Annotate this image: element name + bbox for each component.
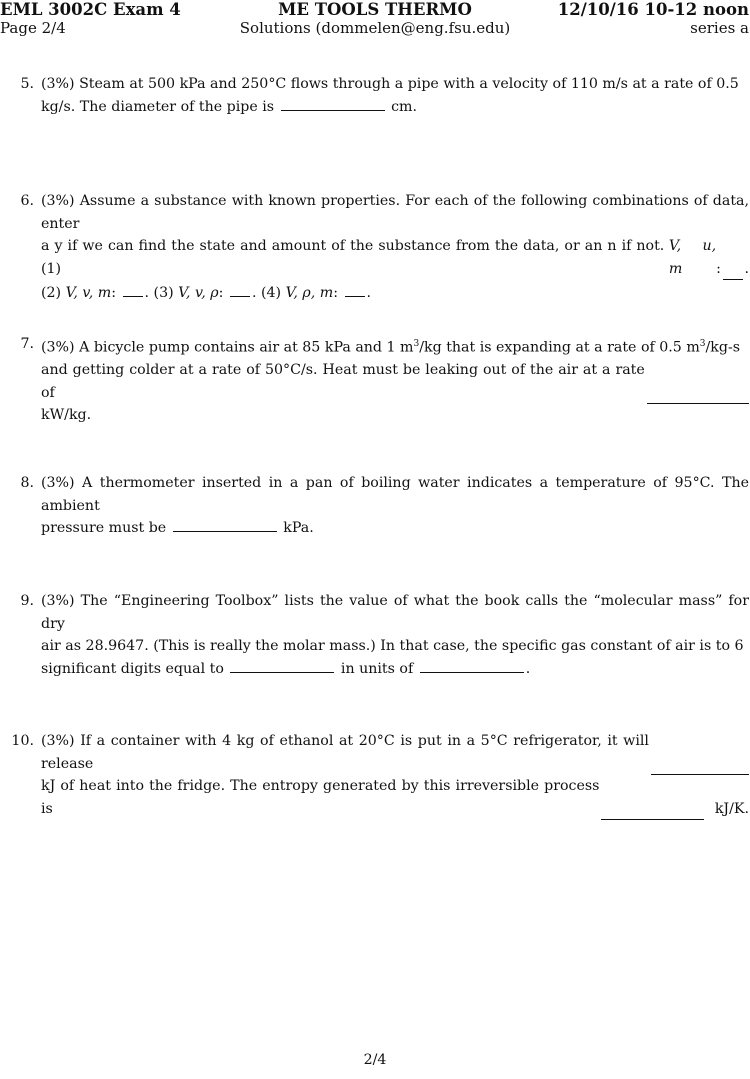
unit-label: kJ/K. (714, 800, 749, 817)
answer-blank[interactable] (647, 389, 749, 404)
question-number: 6. (20, 193, 34, 209)
answer-blank[interactable] (281, 96, 385, 111)
question-number: 9. (20, 593, 34, 609)
answer-blank-3[interactable] (230, 282, 250, 297)
question-text: (3%) Assume a substance with known properties. For each of the following combinations of data, enter (41, 193, 749, 232)
series-label: series a (690, 19, 749, 37)
combo-3-number: (3) (153, 285, 174, 301)
question-text: (3%) The “Engineering Toolbox” lists the value of what the book calls the “molecular mass” for dry (41, 593, 749, 632)
question-text: a y if we can find the state and amount of the substance from the data, or an n if not. (1) (41, 238, 665, 277)
answer-blank-value[interactable] (230, 658, 334, 673)
question-text: (3%) Steam at 500 kPa and 250°C flows through a pipe with a velocity of 110 m/s at a rate of 0.5 (41, 76, 739, 92)
question-number: 8. (20, 475, 34, 491)
question-number: 5. (20, 76, 34, 92)
question-text: and getting colder at a rate of 50°C/s. Heat must be leaking out of the air at a rate of (41, 362, 645, 401)
question-5 (0, 73, 750, 118)
question-text: (3%) If a container with 4 kg of ethanol at 20°C is put in a 5°C refrigerator, it will release (41, 733, 649, 772)
question-text: kJ of heat into the fridge. The entropy generated by this irreversible process is (41, 778, 600, 817)
period: . (525, 660, 531, 677)
answer-blank-1[interactable] (723, 265, 743, 280)
answer-blank-units[interactable] (420, 658, 524, 673)
question-text: air as 28.9647. (This is really the molar mass.) In that case, the specific gas constant of air is to 6 (41, 638, 744, 654)
question-text: pressure must be (41, 520, 167, 536)
combo-2-number: (2) (41, 285, 62, 301)
question-text: (3%) A bicycle pump contains air at 85 kPa and 1 m (41, 339, 414, 356)
question-6: 6. (3%) Assume a substance with known properties. For each of the following combinations of data, enter a y if we can find the state and amount of the substance from the data, or an n if not. (1) V, u, m : . (2) V, v, m: . (3) V, v, ρ: . (4) V, ρ, m: . (0, 190, 750, 305)
exam-date: 12/10/16 10-12 noon (557, 0, 749, 19)
unit-label: kPa. (283, 520, 314, 536)
combo-4-number: (4) (260, 285, 282, 301)
header-top-row (0, 0, 750, 20)
question-text: /kg-s (705, 339, 741, 356)
question-text: kg/s. The diameter of the pipe is (41, 98, 275, 115)
unit-label: cm. (391, 98, 418, 115)
answer-blank-entropy[interactable] (601, 805, 703, 820)
combo-1: V, u, m (668, 238, 717, 277)
question-number: 10. (11, 733, 34, 749)
answer-blank-heat[interactable] (651, 760, 749, 775)
solutions-contact: Solutions (dommelen@eng.fsu.edu) (239, 19, 511, 37)
exam-title: ME TOOLS THERMO (278, 0, 472, 19)
answer-blank-4[interactable] (345, 282, 365, 297)
answer-blank[interactable] (173, 517, 277, 532)
combo-2: V, v, m (65, 285, 112, 301)
page-number-footer: 2/4 (363, 1052, 387, 1068)
question-text: significant digits equal to (41, 660, 224, 677)
course-code: EML 3002C Exam 4 (0, 0, 181, 19)
question-text: in units of (340, 660, 414, 677)
header-sub-row (0, 19, 750, 39)
question-10 (0, 730, 750, 820)
question-8 (0, 472, 750, 540)
combo-4: V, ρ, m (285, 285, 334, 301)
question-7 (0, 333, 750, 427)
superscript: 3 (413, 339, 420, 349)
combo-3: V, v, ρ (178, 285, 219, 301)
page-indicator: Page 2/4 (0, 19, 66, 37)
question-text: (3%) A thermometer inserted in a pan of boiling water indicates a temperature of 95°C. The ambient (41, 475, 749, 514)
question-9 (0, 590, 750, 680)
answer-blank-2[interactable] (123, 282, 143, 297)
question-number: 7. (20, 336, 34, 352)
unit-label: kW/kg. (41, 407, 92, 424)
question-text: /kg that is expanding at a rate of 0.5 m (419, 339, 700, 356)
superscript: 3 (699, 339, 706, 349)
